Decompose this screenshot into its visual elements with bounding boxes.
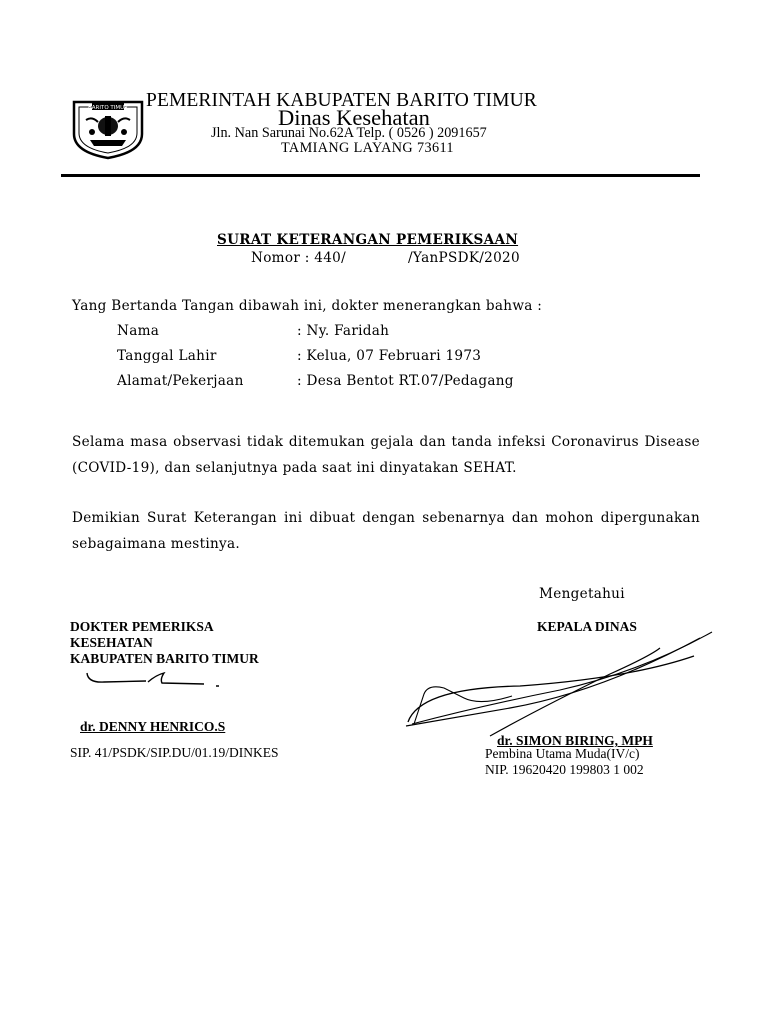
closing-paragraph: Demikian Surat Keterangan ini dibuat dengan sebenarnya dan mohon dipergunakan sebagaimana mestinya. (72, 510, 700, 552)
doctor-title-line-1: DOKTER PEMERIKSA (70, 619, 214, 634)
document-number-suffix: /YanPSDK/2020 (408, 250, 520, 266)
doctor-sip: SIP. 41/PSDK/SIP.DU/01.19/DINKES (70, 745, 279, 760)
government-title: PEMERINTAH KABUPATEN BARITO TIMUR (146, 90, 537, 111)
head-title: KEPALA DINAS (537, 619, 637, 634)
header-divider (61, 174, 700, 177)
doctor-name: dr. DENNY HENRICO.S (80, 719, 226, 734)
department-title: Dinas Kesehatan (278, 105, 430, 130)
head-nip: NIP. 19620420 199803 1 002 (485, 762, 644, 777)
doctor-title-line-2: KESEHATAN (70, 635, 153, 650)
field-label-name: Nama (117, 323, 160, 339)
head-signature (400, 628, 720, 748)
head-name: dr. SIMON BIRING, MPH (497, 733, 653, 748)
district-logo (70, 96, 146, 160)
observation-paragraph: Selama masa observasi tidak ditemukan gejala dan tanda infeksi Coronavirus Disease (COVID-19), dan selanjutnya pada saat ini dinyatakan SEHAT. (72, 434, 700, 476)
document-number-prefix: Nomor : 440/ (251, 250, 346, 266)
field-label-address: Alamat/Pekerjaan (117, 373, 244, 389)
office-city: TAMIANG LAYANG 73611 (281, 140, 454, 156)
document-number (251, 250, 520, 266)
intro-statement: Yang Bertanda Tangan dibawah ini, dokter menerangkan bahwa : (72, 298, 543, 314)
doctor-title-line-3: KABUPATEN BARITO TIMUR (70, 651, 259, 666)
doctor-signature (84, 665, 234, 695)
head-rank: Pembina Utama Muda(IV/c) (485, 746, 640, 761)
acknowledge-label: Mengetahui (539, 586, 625, 602)
office-address: Jln. Nan Sarunai No.62A Telp. ( 0526 ) 2091657 (211, 125, 487, 141)
document-title: SURAT KETERANGAN PEMERIKSAAN (217, 232, 519, 248)
svg-text:BARITO TIMUR: BARITO TIMUR (88, 105, 128, 111)
field-value-birth: : Kelua, 07 Februari 1973 (297, 348, 482, 364)
field-value-address: : Desa Bentot RT.07/Pedagang (297, 373, 514, 389)
field-value-name: : Ny. Faridah (297, 323, 390, 339)
field-label-birth: Tanggal Lahir (117, 348, 217, 364)
